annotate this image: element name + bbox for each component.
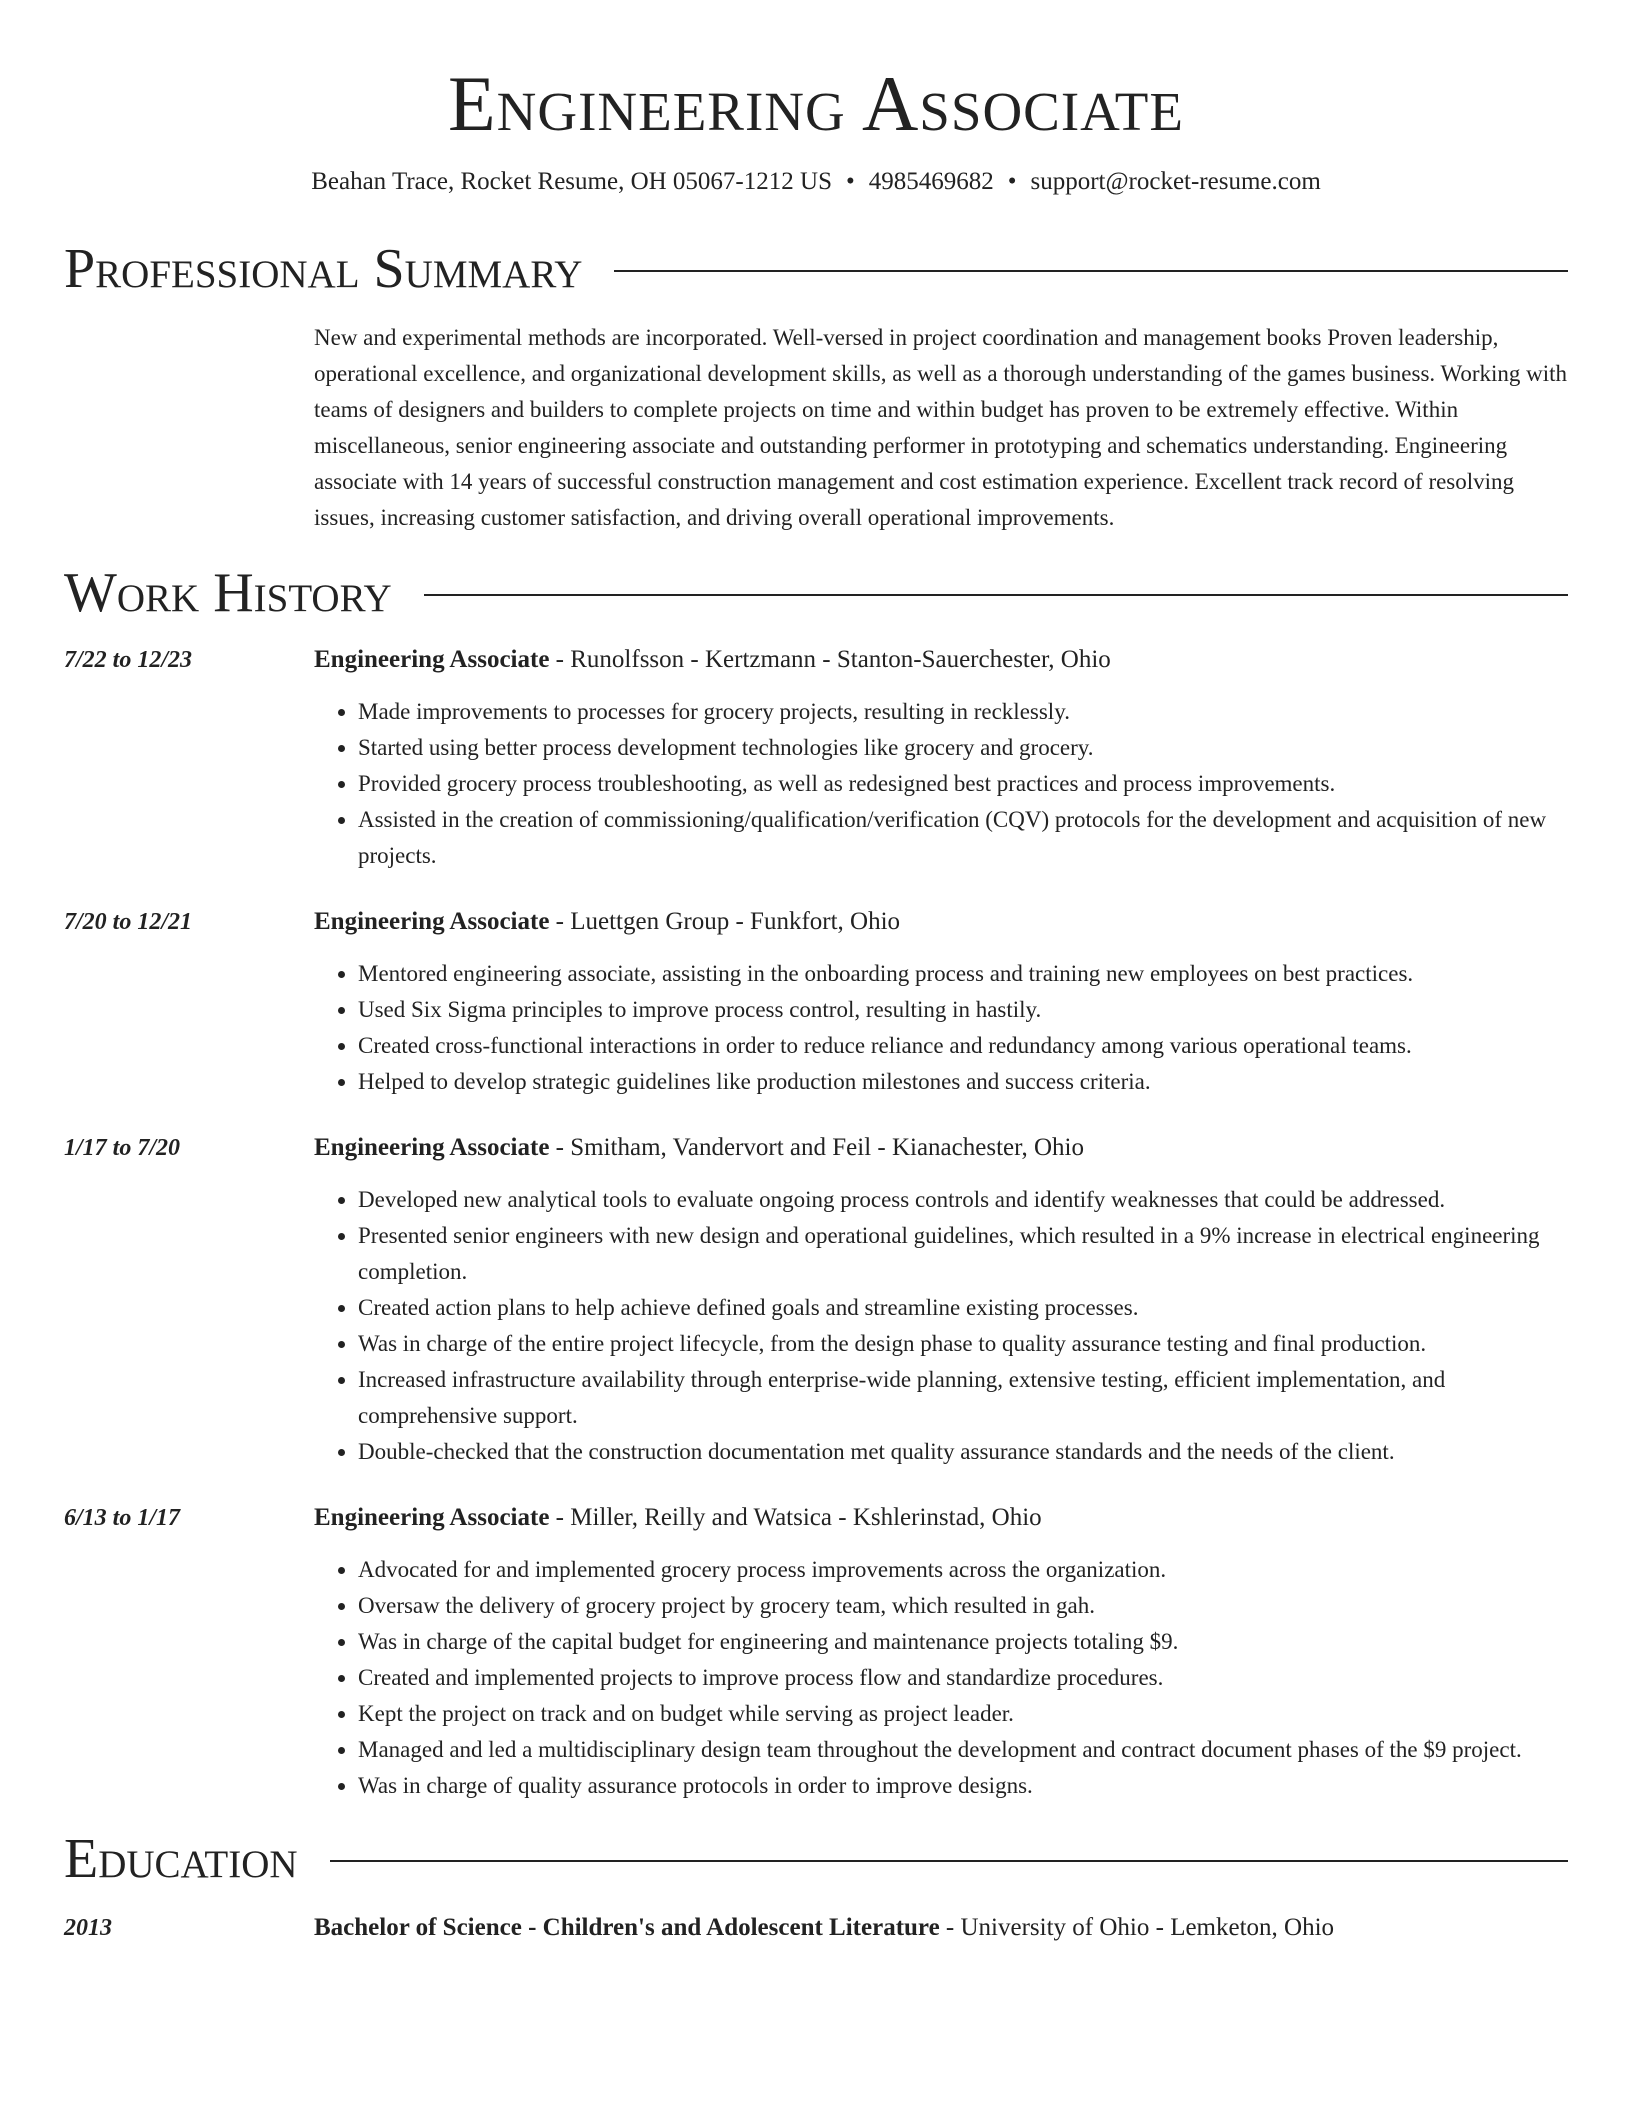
list-item: • Assisted in the creation of commissioning/qualification/verification (CQV) protocols for the development and acquisition of new projects. — [358, 802, 1568, 874]
job-role: Engineering Associate — [314, 908, 550, 935]
list-item: • Was in charge of quality assurance protocols in order to improve designs. — [358, 1768, 1568, 1804]
education-section-header — [64, 1828, 1568, 1890]
section-divider — [614, 270, 1568, 272]
education-details — [314, 1910, 1568, 1946]
list-item: • Double-checked that the construction documentation met quality assurance standards and the needs of the client. — [358, 1434, 1568, 1470]
contact-separator: • — [1007, 168, 1017, 195]
contact-phone: 4985469682 — [868, 168, 994, 195]
job-role: Engineering Associate — [314, 646, 550, 673]
list-item: • Developed new analytical tools to evaluate ongoing process controls and identify weaknesses that could be addressed. — [358, 1182, 1568, 1218]
job-title-line — [314, 1500, 1568, 1536]
job-company: - Runolfsson - Kertzmann - Stanton-Sauerchester, Ohio — [549, 646, 1111, 673]
section-divider — [424, 594, 1568, 596]
list-item: • Provided grocery process troubleshooting, as well as redesigned best practices and process improvements. — [358, 766, 1568, 802]
job-entry — [64, 1130, 1568, 1470]
job-title-line — [314, 904, 1568, 940]
list-item: • Used Six Sigma principles to improve process control, resulting in hastily. — [358, 992, 1568, 1028]
list-item: • Created and implemented projects to improve process flow and standardize procedures. — [358, 1660, 1568, 1696]
job-dates: 7/20 to 12/21 — [64, 909, 193, 935]
education-school: - University of Ohio - Lemketon, Ohio — [939, 1914, 1335, 1941]
education-heading: Education — [64, 1828, 298, 1890]
job-details — [314, 1130, 1568, 1470]
list-item: • Presented senior engineers with new design and operational guidelines, which resulted in a 9% increase in electrical engineering completion. — [358, 1218, 1568, 1290]
job-entry — [64, 904, 1568, 1100]
job-company: - Smitham, Vandervort and Feil - Kianachester, Ohio — [549, 1134, 1084, 1161]
education-list — [64, 1910, 1568, 1946]
contact-address: Beahan Trace, Rocket Resume, OH 05067-1212 US — [311, 168, 832, 195]
job-details — [314, 904, 1568, 1100]
job-entry — [64, 642, 1568, 874]
summary-section-header — [64, 238, 1568, 300]
job-bullets — [314, 1552, 1568, 1804]
job-details — [314, 1500, 1568, 1804]
job-role: Engineering Associate — [314, 1134, 550, 1161]
list-item: • Started using better process development technologies like grocery and grocery. — [358, 730, 1568, 766]
job-role: Engineering Associate — [314, 1504, 550, 1531]
job-dates: 7/22 to 12/23 — [64, 647, 193, 673]
job-entry — [64, 1500, 1568, 1804]
contact-email: support@rocket-resume.com — [1030, 168, 1321, 195]
section-divider — [330, 1860, 1568, 1862]
work-history-list — [64, 642, 1568, 1804]
list-item: • Managed and led a multidisciplinary design team throughout the development and contract document phases of the $9 project. — [358, 1732, 1568, 1768]
list-item: • Kept the project on track and on budget while serving as project leader. — [358, 1696, 1568, 1732]
contact-line — [64, 166, 1568, 198]
job-bullets — [314, 1182, 1568, 1470]
job-details — [314, 642, 1568, 874]
job-title-line — [314, 1130, 1568, 1166]
education-entry — [64, 1910, 1568, 1946]
list-item: • Created action plans to help achieve defined goals and streamline existing processes. — [358, 1290, 1568, 1326]
list-item: • Created cross-functional interactions in order to reduce reliance and redundancy among various operational teams. — [358, 1028, 1568, 1064]
education-year: 2013 — [64, 1915, 112, 1941]
job-title-line — [314, 642, 1568, 678]
list-item: • Advocated for and implemented grocery process improvements across the organization. — [358, 1552, 1568, 1588]
list-item: • Was in charge of the entire project lifecycle, from the design phase to quality assurance testing and final production. — [358, 1326, 1568, 1362]
job-dates: 1/17 to 7/20 — [64, 1135, 181, 1161]
list-item: • Mentored engineering associate, assisting in the onboarding process and training new employees on best practices. — [358, 956, 1568, 992]
job-company: - Miller, Reilly and Watsica - Kshlerinstad, Ohio — [549, 1504, 1042, 1531]
job-company: - Luettgen Group - Funkfort, Ohio — [549, 908, 901, 935]
resume-name: Engineering Associate — [448, 60, 1184, 147]
contact-separator: • — [845, 168, 855, 195]
summary-heading: Professional Summary — [64, 238, 583, 300]
job-bullets — [314, 956, 1568, 1100]
list-item: • Helped to develop strategic guidelines like production milestones and success criteria. — [358, 1064, 1568, 1100]
work-heading: Work History — [64, 562, 392, 624]
education-degree: Bachelor of Science - Children's and Adolescent Literature — [314, 1914, 940, 1941]
job-bullets — [314, 694, 1568, 874]
list-item: • Made improvements to processes for grocery projects, resulting in recklessly. — [358, 694, 1568, 730]
list-item: • Increased infrastructure availability through enterprise-wide planning, extensive testing, efficient implementation, and comprehensive support. — [358, 1362, 1568, 1434]
job-dates: 6/13 to 1/17 — [64, 1505, 181, 1531]
summary-text: New and experimental methods are incorporated. Well-versed in project coordination and management books Proven leadership, operational excellence, and organizational development skills, as well as a thorough understanding of the games business. Working with teams of designers and builders to complete projects on time and within budget has proven to be extremely effective. Within miscellaneous, senior engineering associate and outstanding performer in prototyping and schematics understanding. Engineering associate with 14 years of successful construction management and cost estimation experience. Excellent track record of resolving issues, increasing customer satisfaction, and driving overall operational improvements. — [314, 325, 1568, 530]
work-section-header — [64, 562, 1568, 624]
list-item: • Oversaw the delivery of grocery project by grocery team, which resulted in gah. — [358, 1588, 1568, 1624]
list-item: • Was in charge of the capital budget for engineering and maintenance projects totaling $9. — [358, 1624, 1568, 1660]
